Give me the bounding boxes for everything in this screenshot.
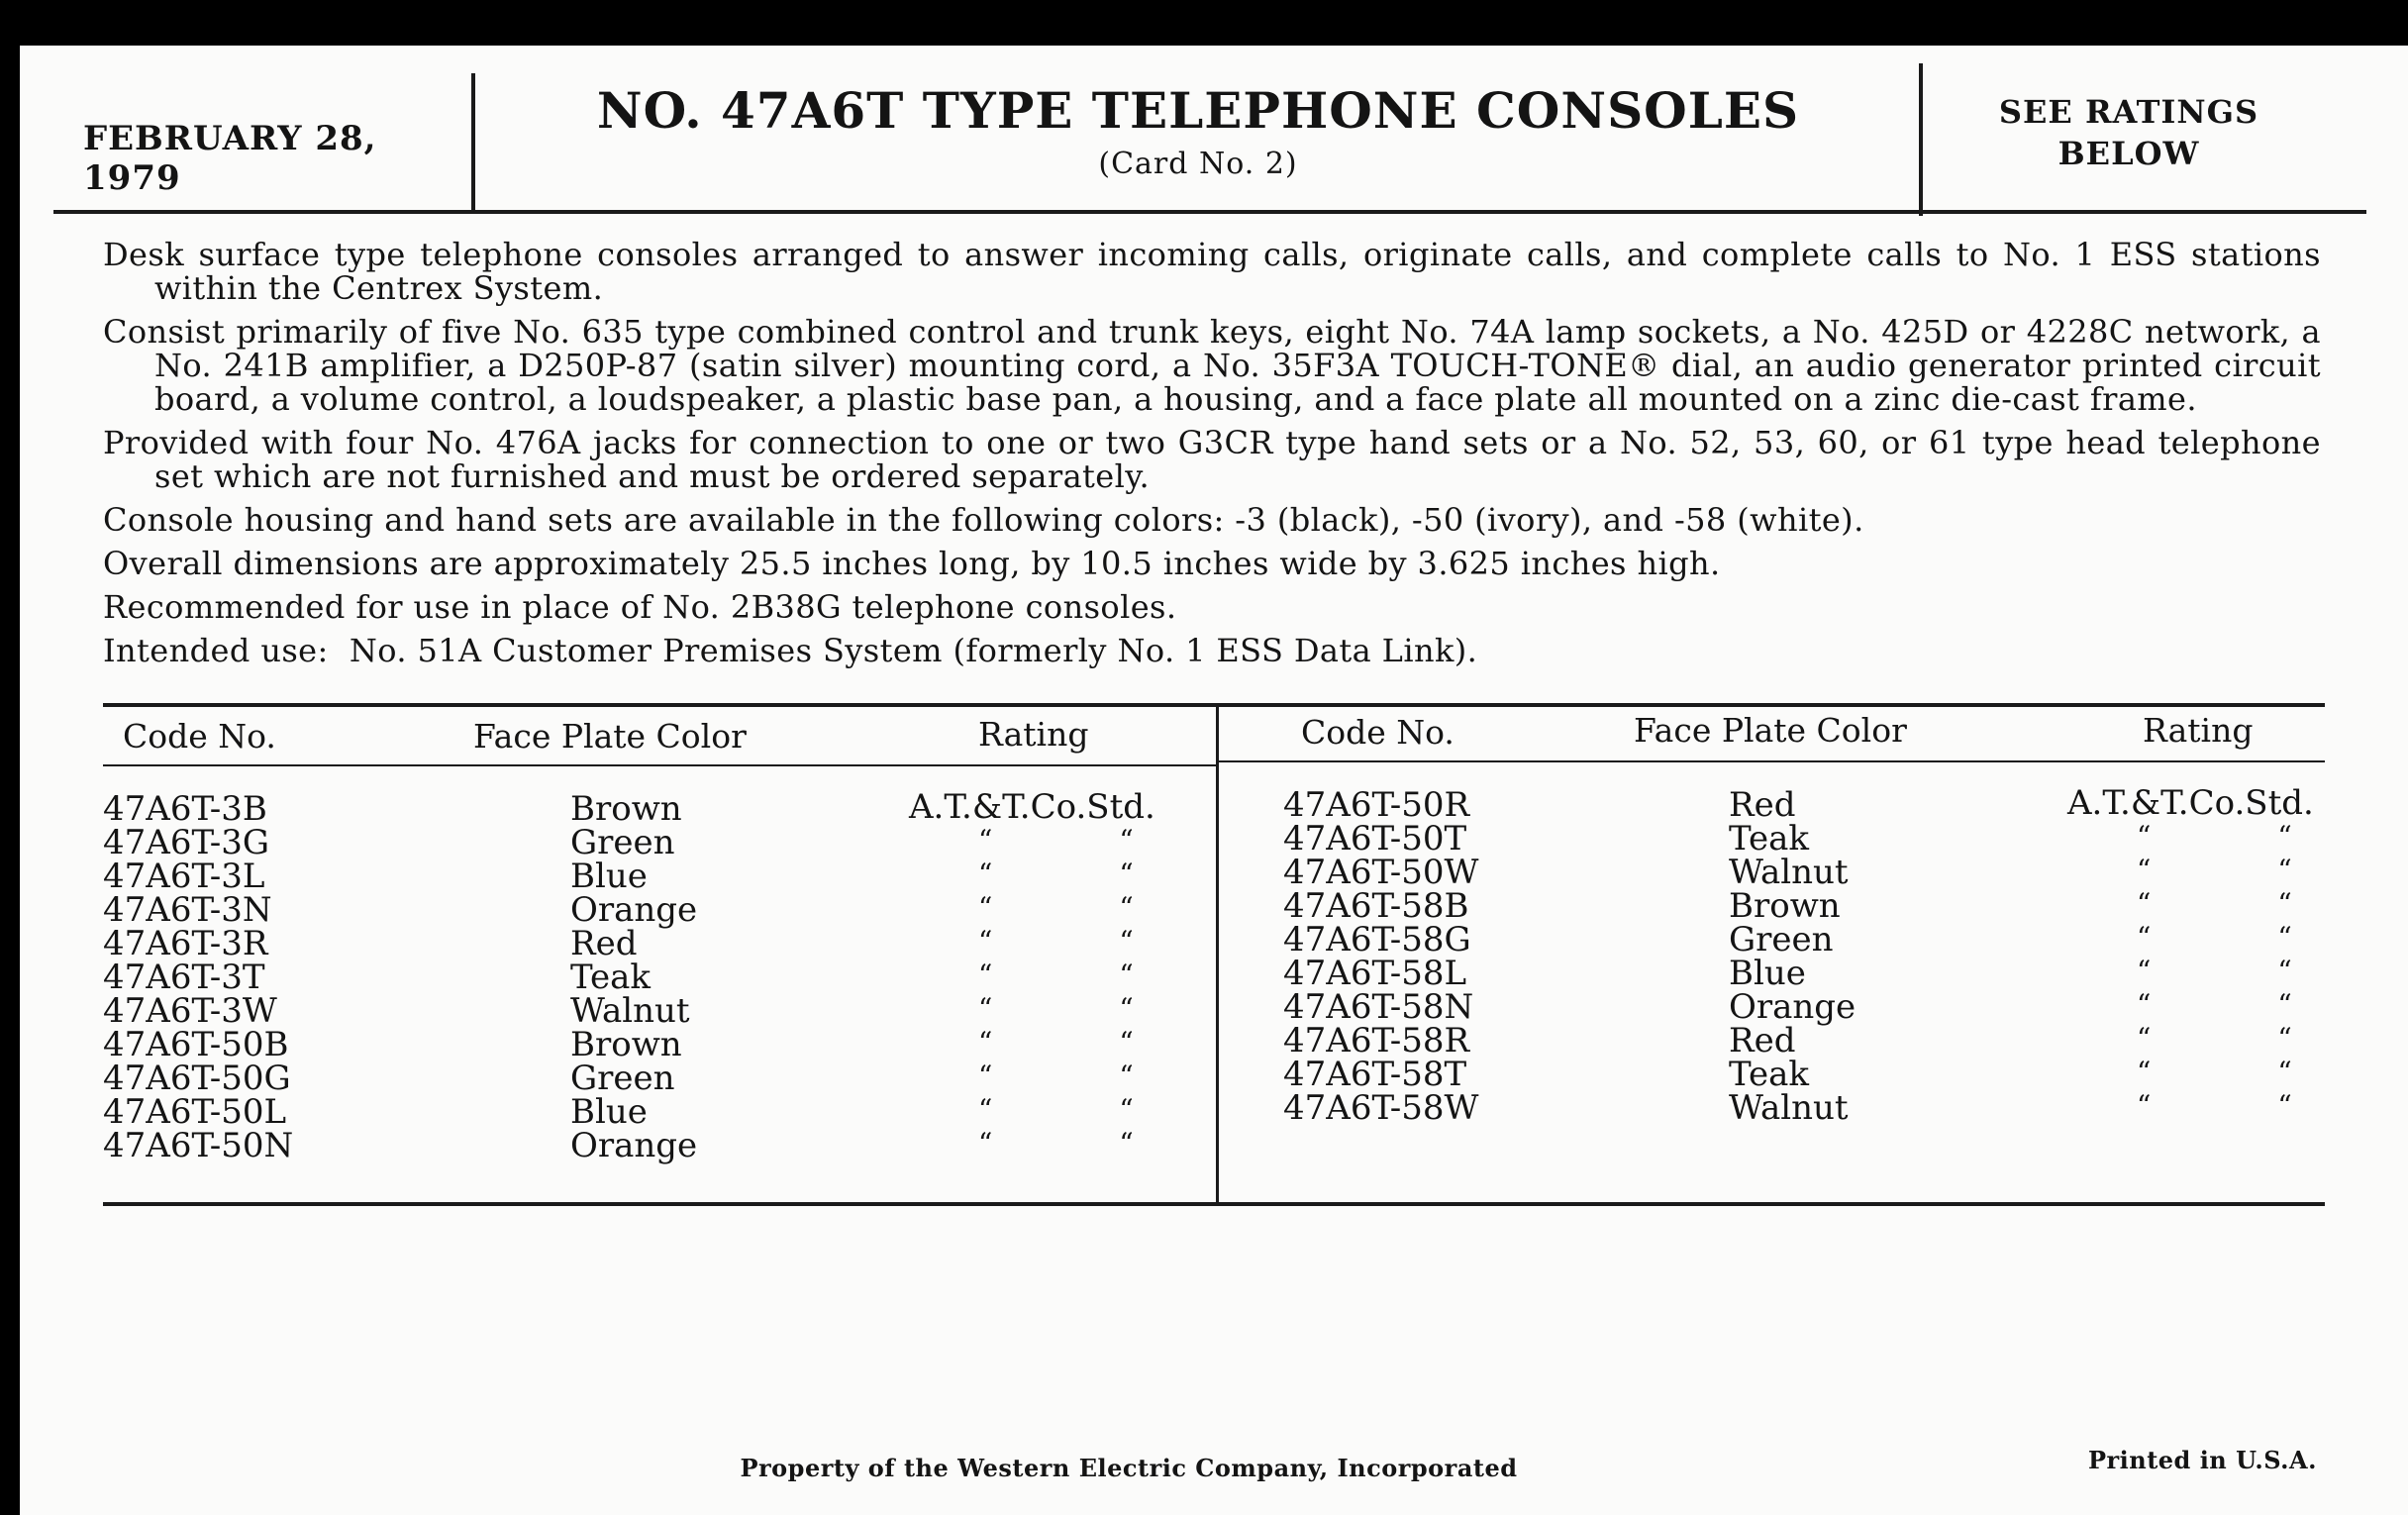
color-cell: Orange	[1729, 987, 1856, 1027]
header-code-left: Code No.	[123, 717, 276, 756]
header-color-right: Face Plate Color	[1634, 711, 1907, 750]
color-cell: Walnut	[570, 991, 690, 1031]
ditto-mark: “	[1119, 1060, 1134, 1092]
ditto-mark: “	[2277, 988, 2292, 1021]
table-bottom-rule	[103, 1202, 2325, 1206]
catalog-card	[20, 46, 2408, 1515]
header-rating-right: Rating	[2143, 711, 2254, 750]
code-cell: 47A6T-3N	[103, 890, 272, 930]
color-cell: Brown	[1729, 886, 1841, 926]
ditto-mark: “	[2277, 955, 2292, 987]
code-cell: 47A6T-50W	[1283, 853, 1479, 892]
header-divider-left	[471, 73, 475, 214]
color-cell: Brown	[570, 789, 682, 829]
ditto-mark: “	[1119, 1093, 1134, 1126]
table-header-rule-left	[103, 764, 1216, 766]
ditto-mark: “	[1119, 925, 1134, 958]
card-title: NO. 47A6T TYPE TELEPHONE CONSOLES	[596, 81, 1800, 140]
code-cell: 47A6T-58T	[1283, 1055, 1467, 1094]
ditto-mark: “	[2137, 1056, 2152, 1088]
ditto-mark: “	[2277, 887, 2292, 920]
left-rating-column	[909, 787, 1176, 1161]
ditto-mark: “	[1119, 824, 1134, 857]
rating-ditto-row	[2067, 820, 2325, 854]
table-header-rule-right	[1219, 760, 2325, 762]
rating-ditto-row	[909, 891, 1176, 925]
rating-ditto-row	[2067, 1022, 2325, 1056]
ditto-mark: “	[2277, 820, 2292, 853]
right-rating-column	[2067, 783, 2325, 1123]
rating-ditto-row	[2067, 988, 2325, 1022]
rating-ditto-row	[2067, 1089, 2325, 1123]
color-cell: Blue	[1729, 954, 1806, 993]
ditto-mark: “	[2137, 1089, 2152, 1122]
code-cell: 47A6T-3L	[103, 857, 265, 896]
color-cell: Teak	[570, 958, 652, 997]
ditto-mark: “	[978, 1127, 993, 1160]
table-top-rule	[103, 703, 2325, 707]
ditto-mark: “	[978, 858, 993, 890]
left-color-column	[570, 789, 698, 1165]
color-cell: Walnut	[1729, 853, 1849, 892]
rating-ditto-row	[909, 1127, 1176, 1161]
color-cell: Teak	[1729, 1055, 1810, 1094]
paragraph-dimensions: Overall dimensions are approximately 25.5 inches long, by 10.5 inches wide by 3.625 inches high.	[103, 545, 1721, 582]
header-rating-left: Rating	[978, 715, 1089, 754]
ditto-mark: “	[1119, 1127, 1134, 1160]
color-cell: Red	[1729, 785, 1796, 825]
paragraph-components: Consist primarily of five No. 635 type combined control and trunk keys, eight No. 74A lamp sockets, a No. 425D or 4228C network, a No. 241B amplifier, a D250P-87 (satin silver) mounting cord, a No. 35F3A TOUCH-TONE® dial, an audio generator printed circuit board, a volume control, a loudspeaker, a plastic base pan, a housing, and a face plate all mounted on a zinc die-cast frame.	[103, 313, 2321, 418]
rating-ditto-row	[909, 1026, 1176, 1060]
code-cell: 47A6T-58W	[1283, 1088, 1479, 1128]
rating-ditto-row	[909, 959, 1176, 992]
ditto-mark: “	[978, 824, 993, 857]
ditto-mark: “	[2277, 921, 2292, 954]
header-divider-right	[1919, 63, 1923, 216]
rating-standard: A.T.&T.Co.Std.	[909, 787, 1155, 827]
code-cell: 47A6T-58R	[1283, 1021, 1470, 1060]
paragraph-jacks: Provided with four No. 476A jacks for connection to one or two G3CR type hand sets or a No. 52, 53, 60, or 61 type head telephone set which are not furnished and must be ordered separately.	[103, 424, 2321, 495]
ditto-mark: “	[1119, 992, 1134, 1025]
property-notice: Property of the Western Electric Company, Incorporated	[740, 1454, 1518, 1482]
rating-ditto-row	[909, 1093, 1176, 1127]
ditto-mark: “	[2277, 1089, 2292, 1122]
ratings-note	[1931, 91, 2327, 174]
printed-notice: Printed in U.S.A.	[2087, 1446, 2317, 1474]
code-cell: 47A6T-50R	[1283, 785, 1470, 825]
code-cell: 47A6T-50B	[103, 1025, 289, 1064]
paragraph-recommended: Recommended for use in place of No. 2B38G telephone consoles.	[103, 588, 1177, 626]
ditto-mark: “	[2277, 1022, 2292, 1055]
ditto-mark: “	[978, 959, 993, 991]
rating-ditto-row	[2067, 955, 2325, 988]
code-cell: 47A6T-58N	[1283, 987, 1474, 1027]
ditto-mark: “	[2137, 854, 2152, 886]
rating-ditto-row	[909, 925, 1176, 959]
ditto-mark: “	[978, 891, 993, 924]
ditto-mark: “	[2137, 887, 2152, 920]
ditto-mark: “	[1119, 858, 1134, 890]
code-cell: 47A6T-50T	[1283, 819, 1467, 858]
ditto-mark: “	[2137, 955, 2152, 987]
code-cell: 47A6T-58G	[1283, 920, 1471, 960]
rating-ditto-row	[2067, 921, 2325, 955]
code-cell: 47A6T-58B	[1283, 886, 1469, 926]
ditto-mark: “	[978, 925, 993, 958]
ditto-mark: “	[2277, 1056, 2292, 1088]
ditto-mark: “	[978, 1026, 993, 1059]
color-cell: Green	[570, 1059, 675, 1098]
ditto-mark: “	[1119, 959, 1134, 991]
rating-ditto-row	[909, 992, 1176, 1026]
code-cell: 47A6T-50N	[103, 1126, 294, 1165]
paragraph-purpose: Desk surface type telephone consoles arranged to answer incoming calls, originate calls, and complete calls to No. 1 ESS stations within the Centrex System.	[103, 236, 2321, 307]
ratings-note-line-1: SEE RATINGS	[1998, 93, 2259, 131]
right-color-column	[1729, 785, 1856, 1128]
description	[103, 238, 2321, 677]
rating-ditto-row	[2067, 887, 2325, 921]
card-date: FEBRUARY 28, 1979	[83, 119, 377, 198]
ratings-note-line-2: BELOW	[2057, 135, 2200, 172]
code-cell: 47A6T-3R	[103, 924, 268, 963]
color-cell: Red	[1729, 1021, 1796, 1060]
rating-ditto-row	[909, 824, 1176, 858]
color-cell: Walnut	[1729, 1088, 1849, 1128]
color-cell: Red	[570, 924, 638, 963]
rating-ditto-row	[2067, 1056, 2325, 1089]
ditto-mark: “	[978, 1093, 993, 1126]
header-bottom-rule	[53, 210, 2366, 214]
table-center-rule	[1216, 707, 1219, 1202]
card-subtitle: (Card No. 2)	[1098, 147, 1298, 181]
ditto-mark: “	[2137, 1022, 2152, 1055]
color-cell: Blue	[570, 1092, 648, 1132]
ditto-mark: “	[2277, 854, 2292, 886]
ditto-mark: “	[1119, 891, 1134, 924]
code-cell: 47A6T-3W	[103, 991, 277, 1031]
rating-ditto-row	[909, 1060, 1176, 1093]
code-cell: 47A6T-3T	[103, 958, 265, 997]
color-cell: Green	[1729, 920, 1834, 960]
color-cell: Green	[570, 823, 675, 862]
header-color-left: Face Plate Color	[473, 717, 747, 756]
color-cell: Teak	[1729, 819, 1810, 858]
ditto-mark: “	[978, 992, 993, 1025]
code-cell: 47A6T-3G	[103, 823, 270, 862]
code-cell: 47A6T-3B	[103, 789, 267, 829]
code-cell: 47A6T-50G	[103, 1059, 291, 1098]
code-cell: 47A6T-50L	[103, 1092, 287, 1132]
ditto-mark: “	[2137, 820, 2152, 853]
ditto-mark: “	[978, 1060, 993, 1092]
color-cell: Orange	[570, 890, 698, 930]
right-code-column	[1283, 785, 1479, 1128]
ditto-mark: “	[2137, 988, 2152, 1021]
rating-standard: A.T.&T.Co.Std.	[2067, 783, 2314, 823]
code-table	[103, 703, 2325, 1210]
color-cell: Orange	[570, 1126, 698, 1165]
ditto-mark: “	[1119, 1026, 1134, 1059]
left-code-column	[103, 789, 294, 1165]
rating-ditto-row	[2067, 854, 2325, 887]
paragraph-intended-use: Intended use: No. 51A Customer Premises System (formerly No. 1 ESS Data Link).	[103, 632, 1478, 669]
code-cell: 47A6T-58L	[1283, 954, 1467, 993]
rating-ditto-row	[909, 858, 1176, 891]
paragraph-colors: Console housing and hand sets are available in the following colors: -3 (black), -50 (ivory), and -58 (white).	[103, 501, 1864, 539]
header-code-right: Code No.	[1301, 713, 1455, 752]
color-cell: Brown	[570, 1025, 682, 1064]
ditto-mark: “	[2137, 921, 2152, 954]
color-cell: Blue	[570, 857, 648, 896]
